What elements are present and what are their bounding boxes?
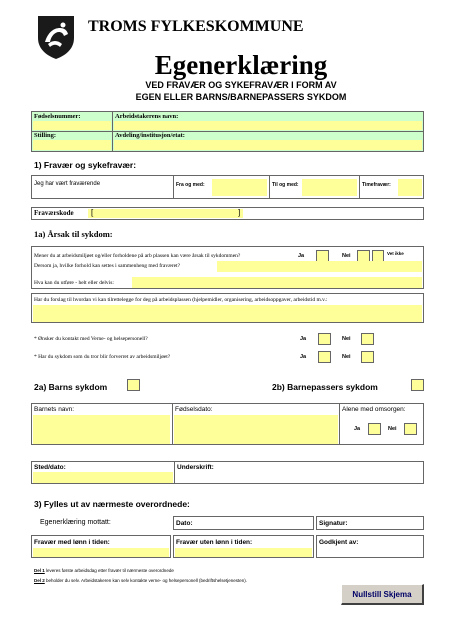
fodselsdato-label: Fødselsdato:	[175, 406, 213, 413]
vet-ikke-label: Vet ikke	[387, 251, 404, 256]
forverret-ja-checkbox[interactable]	[318, 351, 331, 363]
underskrift-label: Underskrift:	[177, 464, 214, 471]
arsak-ja-label: Ja	[298, 253, 305, 259]
section-2b-title: 2b) Barnepassers sykdom	[272, 382, 378, 392]
kontakt-ja-checkbox[interactable]	[318, 333, 331, 345]
section-1a-title: 1a) Årsak til sykdom:	[34, 229, 113, 239]
uten-lonn-label: Fravær uten lønn i tiden:	[176, 539, 253, 546]
avdeling-label: Avdeling/institusjon/etat:	[115, 132, 185, 139]
alene-nei-label: Nei	[388, 426, 397, 432]
kode-bracket-close: ]	[238, 208, 241, 217]
stilling-field[interactable]	[33, 140, 111, 150]
uten-lonn-field[interactable]	[175, 548, 312, 557]
del-2-note	[34, 578, 247, 583]
kontakt-nei-label: Nei	[342, 336, 351, 342]
stilling-label: Stilling:	[34, 132, 57, 139]
fravaerskode-field[interactable]	[88, 209, 243, 218]
signatur-block	[31, 461, 424, 484]
signatur-field-box	[316, 516, 424, 530]
barnepasser-checkbox[interactable]	[411, 379, 424, 391]
del-2-text: beholder du selv. Arbeidstakeren kan selv kontakte verne- og helsepersonell (bedriftshelsetjenesten).	[44, 578, 248, 583]
arsak-nei-label: Nei	[342, 253, 351, 259]
alene-ja-checkbox[interactable]	[368, 423, 381, 435]
med-lonn-label: Fravær med lønn i tiden:	[34, 539, 110, 546]
organization-name: TROMS FYLKESKOMMUNE	[88, 18, 304, 35]
del-1-label: Del 1	[34, 568, 45, 573]
kontakt-question: * Ønsker du kontakt med Verne- og helsepersonell?	[34, 336, 148, 342]
godkjent-label: Godkjent av:	[319, 539, 359, 546]
kontakt-nei-checkbox[interactable]	[361, 333, 374, 345]
arsak-question: Mener du at arbeidsmiljøet og/eller forholdene på arb plassen kan være årsak til sykdommen?	[34, 253, 241, 259]
forverret-nei-label: Nei	[342, 354, 351, 360]
uten-lonn-box	[173, 535, 314, 558]
subtitle-line-1: VED FRAVÆR OG SYKEFRAVÆR I FORM AV	[145, 80, 337, 90]
tilrettelegge-field[interactable]	[33, 305, 422, 322]
fravaerskode-label: Fraværskode	[34, 209, 74, 217]
mottatt-label: Egenerklæring mottatt:	[40, 519, 111, 526]
section-1-title: 1) Fravær og sykefravær:	[34, 160, 137, 170]
forverret-nei-checkbox[interactable]	[361, 351, 374, 363]
kontakt-ja-label: Ja	[300, 336, 307, 342]
barn-block	[31, 403, 424, 445]
arsak-block	[31, 246, 424, 289]
sted-dato-label: Sted/dato:	[34, 464, 66, 471]
timer-label: Timefravær:	[362, 182, 391, 188]
kode-bracket-open: [	[91, 208, 94, 217]
tilrettelegge-question: Har du forslag til hvordan vi kan tilrettelegge for deg på arbeidsplassen (hjelpemidler, organisering, arbeidsoppgaver, arbeidstid m.v.:	[34, 297, 328, 303]
forhold-field[interactable]	[217, 261, 422, 272]
sted-dato-field[interactable]	[33, 472, 173, 483]
til-field[interactable]	[302, 179, 357, 196]
fodselsnummer-label: Fødselsnummer:	[34, 113, 81, 120]
fravaerskode-block	[31, 207, 424, 220]
reset-form-button[interactable]: Nullstill Skjema	[341, 584, 424, 605]
fodselsdato-field[interactable]	[174, 415, 338, 444]
forverret-question: * Har du sykdom som du tror blir forverret av arbeidsmiljøet?	[34, 354, 171, 360]
med-lonn-box	[31, 535, 171, 558]
dato-label: Dato:	[176, 520, 193, 527]
tilrettelegge-block	[31, 293, 424, 323]
barnets-navn-field[interactable]	[33, 415, 170, 444]
navn-field[interactable]	[114, 121, 422, 130]
section-3-title: 3) Fylles ut av nærmeste overordnede:	[34, 499, 190, 509]
alene-label: Alene med omsorgen:	[342, 406, 406, 413]
fravaerende-label: Jeg har vært fraværende	[34, 181, 101, 187]
forverret-ja-label: Ja	[300, 354, 307, 360]
alene-nei-checkbox[interactable]	[404, 423, 417, 435]
signatur-label: Signatur:	[319, 520, 348, 527]
page-title: Egenerklæring	[154, 50, 328, 80]
til-label: Til og med:	[272, 182, 299, 188]
fravaer-block	[31, 175, 424, 199]
dato-field-box	[173, 516, 314, 530]
del-1-text: leveres første arbeidsdag etter fravær til nærmeste overordnede	[44, 568, 174, 573]
barns-sykdom-checkbox[interactable]	[127, 379, 140, 391]
del-1-note	[34, 568, 174, 573]
med-lonn-field[interactable]	[33, 548, 169, 557]
navn-label: Arbeidstakerens navn:	[115, 113, 179, 120]
personal-info-block	[31, 111, 424, 152]
alene-ja-label: Ja	[354, 426, 361, 432]
timer-field[interactable]	[398, 179, 422, 196]
fodselsnummer-field[interactable]	[33, 121, 111, 130]
del-2-label: Del 2	[34, 578, 45, 583]
subtitle-line-2: EGEN ELLER BARNS/BARNEPASSERS SYKDOM	[135, 92, 347, 102]
fra-label: Fra og med:	[176, 182, 205, 188]
fra-field[interactable]	[212, 179, 267, 196]
barnets-navn-label: Barnets navn:	[34, 406, 75, 413]
godkjent-box	[316, 535, 424, 558]
utfore-question: Hva kan du utføre - helt eller delvis:	[34, 280, 114, 286]
section-2a-title: 2a) Barns sykdom	[34, 382, 108, 392]
avdeling-field[interactable]	[114, 140, 422, 150]
forhold-question: Dersom ja, hvilke forhold kan settes i sammenheng med fraværet?	[34, 263, 181, 269]
utfore-field[interactable]	[132, 277, 422, 288]
